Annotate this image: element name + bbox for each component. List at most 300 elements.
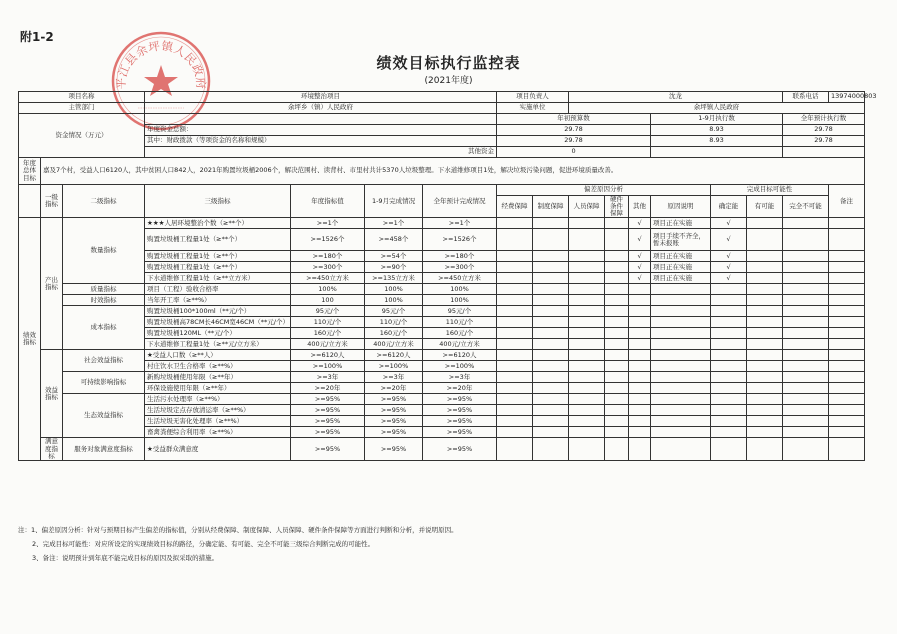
performance-table [18, 91, 877, 461]
indicator-row [19, 405, 865, 416]
pos-maybe-cell [747, 427, 783, 438]
full-year-forecast: >=20年 [423, 383, 497, 394]
reason-text [651, 438, 711, 460]
pos-no-cell [783, 317, 829, 328]
pos-maybe-cell [747, 229, 783, 251]
header-forecast: 全年预计完成情况 [423, 185, 497, 218]
dev-hardware-cell [605, 229, 629, 251]
remark-cell [829, 229, 865, 251]
full-year-forecast: >=95% [423, 394, 497, 405]
full-year-forecast: 160元/个 [423, 328, 497, 339]
lvl3-indicator: 购置垃圾桶工程量1处（≥**个） [145, 262, 291, 273]
dev-staff-cell [569, 372, 605, 383]
reason-text [651, 350, 711, 361]
impl-value: 余坪镇人民政府 [569, 103, 865, 114]
full-year-forecast: 110元/个 [423, 317, 497, 328]
annual-target: >=95% [291, 416, 365, 427]
header-pos-sure: 确定能 [711, 196, 747, 218]
phone-label: 联系电话 [783, 92, 829, 103]
full-year-forecast: >=95% [423, 405, 497, 416]
dev-system-cell [533, 339, 569, 350]
remark-cell [829, 372, 865, 383]
dev-staff-cell [569, 273, 605, 284]
jan-sep-progress: 100% [365, 295, 423, 306]
header-deviation: 偏差原因分析 [497, 185, 711, 196]
remark-cell [829, 284, 865, 295]
dev-other-check [629, 405, 651, 416]
reason-text [651, 394, 711, 405]
funds-full-year [783, 147, 865, 158]
dev-hardware-cell [605, 405, 629, 416]
header-dev-staff: 人员保障 [569, 196, 605, 218]
pos-maybe-cell [747, 394, 783, 405]
footnotes [18, 523, 878, 565]
lvl3-indicator: ★受益群众满意度 [145, 438, 291, 460]
dev-staff-cell [569, 361, 605, 372]
dev-other-check [629, 339, 651, 350]
dev-staff-cell [569, 218, 605, 229]
jan-sep-progress: >=95% [365, 438, 423, 460]
header-remark: 备注 [829, 185, 865, 218]
jan-sep-progress: >=20年 [365, 383, 423, 394]
funds-budget-header: 年初预算数 [497, 114, 651, 125]
dev-hardware-cell [605, 339, 629, 350]
pos-no-cell [783, 295, 829, 306]
reason-text [651, 306, 711, 317]
remark-cell [829, 394, 865, 405]
lvl3-indicator: 项目（工程）验收合格率 [145, 284, 291, 295]
indicator-row [19, 218, 865, 229]
dev-system-cell [533, 218, 569, 229]
reason-text: 项目正在实施 [651, 218, 711, 229]
pos-sure-check [711, 339, 747, 350]
lvl1-indicator: 效益指标 [41, 350, 63, 438]
dev-staff-cell [569, 416, 605, 427]
dev-system-cell [533, 262, 569, 273]
reason-text [651, 361, 711, 372]
dev-system-cell [533, 427, 569, 438]
funds-full-year: 29.78 [783, 136, 865, 147]
project-name-label: 项目名称 [19, 92, 145, 103]
indicator-row [19, 251, 865, 262]
annual-target: >=1个 [291, 218, 365, 229]
jan-sep-progress: >=458个 [365, 229, 423, 251]
dev-hardware-cell [605, 306, 629, 317]
dev-funds-cell [497, 361, 533, 372]
dev-system-cell [533, 328, 569, 339]
dev-funds-cell [497, 438, 533, 460]
annual-goal-label: 年度总体目标 [19, 158, 41, 185]
lvl3-indicator: 下水道维修工程量1处（≥**元/立方米） [145, 339, 291, 350]
dev-system-cell [533, 394, 569, 405]
pos-maybe-cell [747, 251, 783, 262]
full-year-forecast: >=95% [423, 438, 497, 460]
dev-other-check: √ [629, 218, 651, 229]
pos-no-cell [783, 372, 829, 383]
pos-no-cell [783, 218, 829, 229]
jan-sep-progress: >=90个 [365, 262, 423, 273]
dev-hardware-cell [605, 284, 629, 295]
funds-row [19, 147, 865, 158]
header-dev-system: 制度保障 [533, 196, 569, 218]
annual-target: 160元/个 [291, 328, 365, 339]
pos-no-cell [783, 350, 829, 361]
annual-target: >=95% [291, 394, 365, 405]
dev-staff-cell [569, 295, 605, 306]
annual-target: >=180个 [291, 251, 365, 262]
pos-maybe-cell [747, 218, 783, 229]
indicator-row [19, 295, 865, 306]
lvl2-indicator: 服务对象满意度指标 [63, 438, 145, 460]
lvl2-indicator: 时效指标 [63, 295, 145, 306]
lvl3-indicator: 下水道维修工程量1处（≥**立方米） [145, 273, 291, 284]
annual-target: >=95% [291, 405, 365, 416]
dev-funds-cell [497, 317, 533, 328]
pos-no-cell [783, 262, 829, 273]
pos-sure-check: √ [711, 273, 747, 284]
pos-no-cell [783, 251, 829, 262]
lvl3-indicator: 当年开工率（≥**%） [145, 295, 291, 306]
header-annual: 年度指标值 [291, 185, 365, 218]
dev-funds-cell [497, 306, 533, 317]
header-dev-funds: 经费保障 [497, 196, 533, 218]
reason-text [651, 295, 711, 306]
pos-sure-check [711, 306, 747, 317]
full-year-forecast: 95元/个 [423, 306, 497, 317]
full-year-forecast: >=300个 [423, 262, 497, 273]
indicator-row [19, 306, 865, 317]
remark-cell [829, 273, 865, 284]
annual-goal-text: 嘉及7个村，受益人口6120人，其中贫困人口842人，2021年购置垃圾桶2006个，解决范围村、读背村、市里村共计5370人垃圾整理。下水道维修项目1处，解决垃圾污染问题，促进环境质量改善。 [41, 158, 865, 185]
dev-hardware-cell [605, 317, 629, 328]
pos-maybe-cell [747, 262, 783, 273]
indicator-row [19, 383, 865, 394]
full-year-forecast: >=95% [423, 427, 497, 438]
dev-hardware-cell [605, 328, 629, 339]
jan-sep-progress: >=100% [365, 361, 423, 372]
indicator-row [19, 317, 865, 328]
dev-hardware-cell [605, 383, 629, 394]
lvl2-indicator: 可持续影响指标 [63, 372, 145, 394]
funds-row-label: 年度资金总额： [145, 125, 497, 136]
remark-cell [829, 350, 865, 361]
dev-funds-cell [497, 218, 533, 229]
lvl1-indicator: 满意度指标 [41, 438, 63, 460]
full-year-forecast: >=3年 [423, 372, 497, 383]
annual-goal-row [19, 158, 865, 185]
dev-other-check [629, 284, 651, 295]
header-dev-other: 其他 [629, 196, 651, 218]
pos-no-cell [783, 328, 829, 339]
lvl3-indicator: 生活污水处理率（≥**%） [145, 394, 291, 405]
reason-text [651, 383, 711, 394]
jan-sep-progress: 400元/立方米 [365, 339, 423, 350]
dev-staff-cell [569, 317, 605, 328]
dev-staff-cell [569, 328, 605, 339]
dev-system-cell [533, 372, 569, 383]
reason-text [651, 317, 711, 328]
indicator-row [19, 372, 865, 383]
dept-value: 余坪乡（镇）人民政府 [145, 103, 497, 114]
lvl3-indicator: 新购垃圾桶使用年限（≥**年） [145, 372, 291, 383]
footnote-3: 3、备注：说明预计到年底不能完成目标的原因及拟采取的措施。 [32, 554, 219, 562]
pos-no-cell [783, 427, 829, 438]
remark-cell [829, 295, 865, 306]
lvl3-indicator: 购置垃圾桶工程量1处（≥**个） [145, 229, 291, 251]
annual-target: >=100% [291, 361, 365, 372]
lvl2-indicator: 社会效益指标 [63, 350, 145, 372]
reason-text [651, 339, 711, 350]
reason-text [651, 284, 711, 295]
indicator-row [19, 328, 865, 339]
seal-text: 平江县余坪镇人民政府 [113, 38, 209, 90]
funds-budget: 29.78 [497, 125, 651, 136]
jan-sep-progress: >=95% [365, 394, 423, 405]
dev-system-cell [533, 416, 569, 427]
pos-sure-check: √ [711, 218, 747, 229]
reason-text: 项目正在实施 [651, 251, 711, 262]
pos-no-cell [783, 416, 829, 427]
dev-other-check: √ [629, 251, 651, 262]
pos-sure-check [711, 295, 747, 306]
pos-maybe-cell [747, 361, 783, 372]
reason-text [651, 416, 711, 427]
indicator-row [19, 339, 865, 350]
annual-target: 110元/个 [291, 317, 365, 328]
remark-cell [829, 427, 865, 438]
pos-sure-check [711, 416, 747, 427]
dev-other-check [629, 372, 651, 383]
dev-system-cell [533, 383, 569, 394]
dev-funds-cell [497, 416, 533, 427]
pos-no-cell [783, 383, 829, 394]
reason-text: 项目正在实施 [651, 273, 711, 284]
jan-sep-progress: 160元/个 [365, 328, 423, 339]
dev-other-check [629, 350, 651, 361]
reason-text [651, 427, 711, 438]
annual-target: >=95% [291, 427, 365, 438]
header-possibility: 完成目标可能性 [711, 185, 829, 196]
pos-sure-check [711, 405, 747, 416]
remark-cell [829, 262, 865, 273]
lvl2-indicator: 成本指标 [63, 306, 145, 350]
pos-no-cell [783, 394, 829, 405]
dev-other-check [629, 361, 651, 372]
dev-other-check: √ [629, 229, 651, 251]
pos-maybe-cell [747, 438, 783, 460]
dev-funds-cell [497, 273, 533, 284]
pos-sure-check: √ [711, 251, 747, 262]
attachment-number: 附1-2 [20, 30, 54, 44]
annual-target: 95元/个 [291, 306, 365, 317]
dev-other-check [629, 295, 651, 306]
pos-no-cell [783, 339, 829, 350]
pos-sure-check [711, 427, 747, 438]
annual-target: 400元/立方米 [291, 339, 365, 350]
dev-funds-cell [497, 295, 533, 306]
dev-other-check [629, 438, 651, 460]
indicator-row [19, 284, 865, 295]
pos-no-cell [783, 284, 829, 295]
lvl1-indicator: 产出指标 [41, 218, 63, 350]
dev-other-check [629, 427, 651, 438]
header-pos-no: 完全不可能 [783, 196, 829, 218]
jan-sep-progress: 100% [365, 284, 423, 295]
lvl3-indicator: 村庄饮水卫生合格率（≥**%） [145, 361, 291, 372]
dev-funds-cell [497, 372, 533, 383]
phone-value: 13974000803 [829, 92, 865, 103]
dev-system-cell [533, 229, 569, 251]
dev-staff-cell [569, 339, 605, 350]
pos-sure-check: √ [711, 262, 747, 273]
lvl3-indicator: 购置垃圾桶120ML（**元/个） [145, 328, 291, 339]
dev-funds-cell [497, 284, 533, 295]
full-year-forecast: >=6120人 [423, 350, 497, 361]
full-year-forecast: >=180个 [423, 251, 497, 262]
project-owner: 沈龙 [569, 92, 783, 103]
remark-cell [829, 405, 865, 416]
pos-maybe-cell [747, 339, 783, 350]
full-year-forecast: >=450立方米 [423, 273, 497, 284]
dev-hardware-cell [605, 394, 629, 405]
funds-row-label: 其他资金 [145, 147, 497, 158]
project-name: 环境整治项目 [145, 92, 497, 103]
remark-cell [829, 251, 865, 262]
indicator-row [19, 416, 865, 427]
impl-label: 实施单位 [497, 103, 569, 114]
lvl3-indicator: 畜禽粪便综合利用率（≥**%） [145, 427, 291, 438]
annual-target: >=300个 [291, 262, 365, 273]
annual-target: 100% [291, 284, 365, 295]
full-year-forecast: >=1526个 [423, 229, 497, 251]
lvl3-indicator: ★★★人居环境整治个数（≥**个） [145, 218, 291, 229]
full-year-forecast: >=95% [423, 416, 497, 427]
dev-system-cell [533, 317, 569, 328]
indicator-row [19, 438, 865, 460]
pos-maybe-cell [747, 383, 783, 394]
pos-maybe-cell [747, 350, 783, 361]
remark-cell [829, 218, 865, 229]
indicator-row [19, 350, 865, 361]
perf-indicator-label: 绩效指标 [19, 218, 41, 460]
dev-hardware-cell [605, 262, 629, 273]
indicator-row [19, 273, 865, 284]
header-jan-sep: 1-9月完成情况 [365, 185, 423, 218]
lvl3-indicator: 生活垃圾定点存放清运率（≥**%） [145, 405, 291, 416]
dev-funds-cell [497, 394, 533, 405]
indicator-row [19, 361, 865, 372]
dev-staff-cell [569, 229, 605, 251]
funds-row-label: 其中：财政拨款（等项资金的名称和规模） [145, 136, 497, 147]
dev-hardware-cell [605, 273, 629, 284]
jan-sep-progress: >=95% [365, 427, 423, 438]
lvl3-indicator: 购置垃圾桶100*100ml（**元/个） [145, 306, 291, 317]
reason-text [651, 328, 711, 339]
dev-other-check [629, 328, 651, 339]
pos-maybe-cell [747, 405, 783, 416]
footnote-2: 2、完成目标可能性：对应所设定的实现绩效目标的路径，分确定能、有可能、完全不可能三级综合判断完成的可能性。 [32, 540, 375, 548]
reason-text [651, 405, 711, 416]
dev-hardware-cell [605, 251, 629, 262]
reason-text [651, 372, 711, 383]
dev-staff-cell [569, 383, 605, 394]
funds-label: 资金情况（万元） [19, 114, 145, 158]
header-reason: 原因说明 [651, 196, 711, 218]
lvl2-indicator: 生态效益指标 [63, 394, 145, 438]
dept-label: 主管部门 [19, 103, 145, 114]
funds-budget: 29.78 [497, 136, 651, 147]
pos-maybe-cell [747, 372, 783, 383]
remark-cell [829, 317, 865, 328]
annual-target: >=20年 [291, 383, 365, 394]
jan-sep-progress: >=1个 [365, 218, 423, 229]
pos-maybe-cell [747, 317, 783, 328]
remark-cell [829, 383, 865, 394]
dev-staff-cell [569, 438, 605, 460]
header-lvl2: 二级指标 [63, 185, 145, 218]
lvl3-indicator: 购置垃圾桶工程量1处（≥**个） [145, 251, 291, 262]
reason-text: 项目手续不齐全，暂未报账 [651, 229, 711, 251]
lvl3-indicator: ★受益人口数（≥**人） [145, 350, 291, 361]
dev-other-check: √ [629, 273, 651, 284]
dev-funds-cell [497, 350, 533, 361]
dev-staff-cell [569, 306, 605, 317]
dev-funds-cell [497, 229, 533, 251]
pos-sure-check [711, 394, 747, 405]
dev-hardware-cell [605, 361, 629, 372]
annual-target: >=3年 [291, 372, 365, 383]
pos-no-cell [783, 361, 829, 372]
dev-hardware-cell [605, 438, 629, 460]
dev-funds-cell [497, 383, 533, 394]
full-year-forecast: 100% [423, 295, 497, 306]
dev-other-check [629, 416, 651, 427]
dev-system-cell [533, 306, 569, 317]
dev-staff-cell [569, 394, 605, 405]
funds-full-year: 29.78 [783, 125, 865, 136]
annual-target: >=6120人 [291, 350, 365, 361]
pos-sure-check [711, 361, 747, 372]
lvl3-indicator: 环保设施使用年限（≥**年） [145, 383, 291, 394]
dev-other-check [629, 394, 651, 405]
dev-system-cell [533, 350, 569, 361]
dev-staff-cell [569, 251, 605, 262]
funds-jan-sep: 8.93 [651, 125, 783, 136]
remark-cell [829, 361, 865, 372]
dev-system-cell [533, 251, 569, 262]
footnote-1: 注：1、偏差原因分析：针对与预期目标产生偏差的指标值，分别从经费保障、制度保障、人员保障、硬件条件保障等方面进行判断和分析，并说明原因。 [18, 526, 458, 534]
jan-sep-progress: 110元/个 [365, 317, 423, 328]
header-pos-maybe: 有可能 [747, 196, 783, 218]
jan-sep-progress: >=95% [365, 405, 423, 416]
dev-funds-cell [497, 339, 533, 350]
pos-no-cell [783, 229, 829, 251]
dev-other-check [629, 317, 651, 328]
indicator-row [19, 394, 865, 405]
full-year-forecast: >=1个 [423, 218, 497, 229]
project-owner-label: 项目负责人 [497, 92, 569, 103]
pos-maybe-cell [747, 306, 783, 317]
pos-sure-check: √ [711, 229, 747, 251]
dev-funds-cell [497, 328, 533, 339]
pos-no-cell [783, 273, 829, 284]
remark-cell [829, 328, 865, 339]
dev-other-check: √ [629, 262, 651, 273]
remark-cell [829, 306, 865, 317]
funds-jan-sep-header: 1-9月执行数 [651, 114, 783, 125]
dev-funds-cell [497, 427, 533, 438]
dev-other-check [629, 383, 651, 394]
